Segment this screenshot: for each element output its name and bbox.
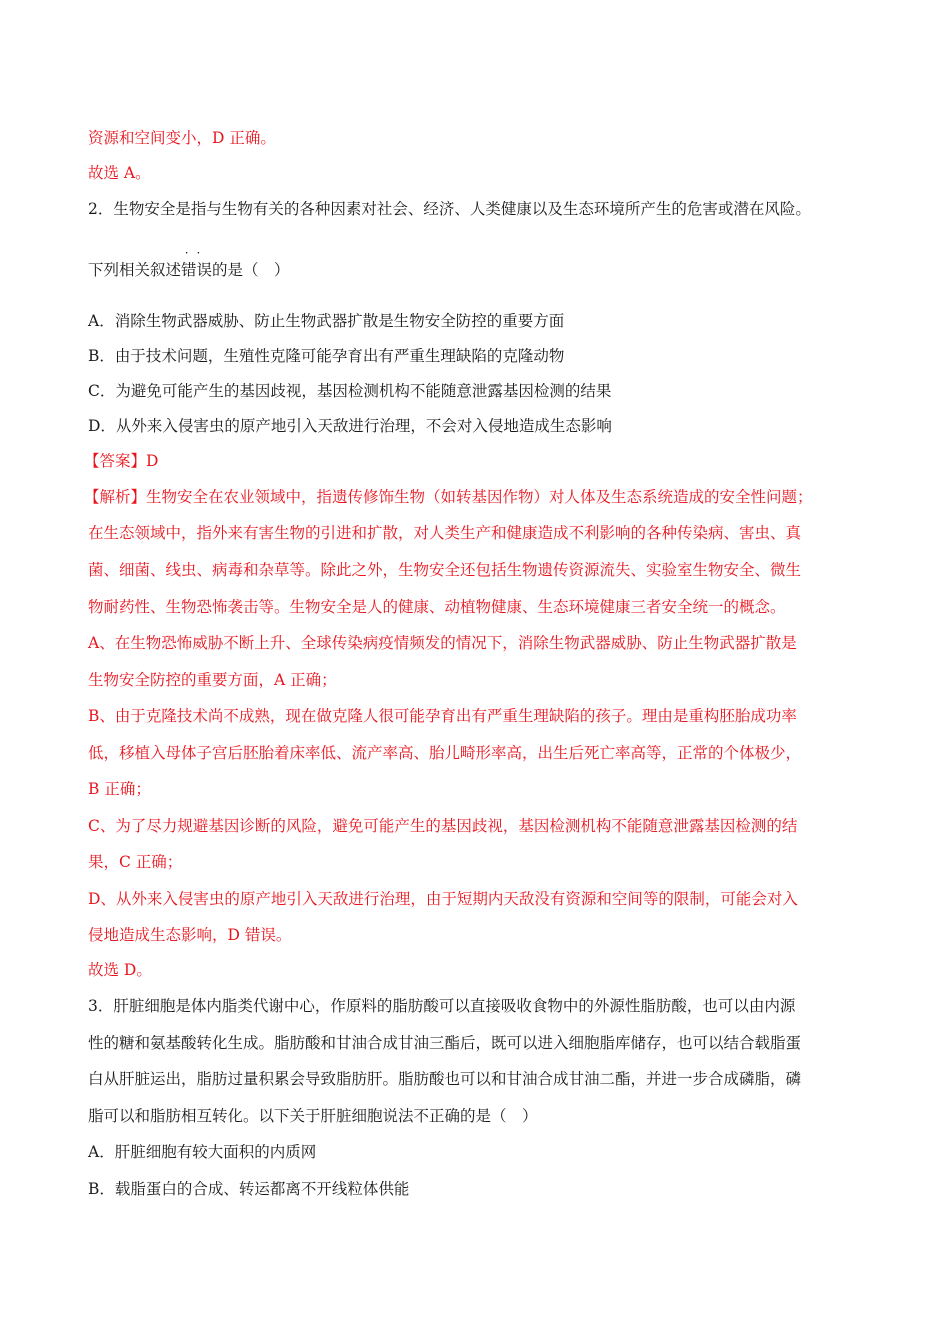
q2-stem-suffix: 的是（ ） (212, 261, 290, 279)
q2-analysis-line-4: 物耐药性、生物恐怖袭击等。生物安全是人的健康、动植物健康、生态环境健康三者安全统一的概念。 (88, 598, 786, 616)
q2-analysis-line-12: D、从外来入侵害虫的原产地引入天敌进行治理，由于短期内天敌没有资源和空间等的限制，可能会对入 (88, 890, 798, 908)
q2-analysis-line-1 (84, 487, 813, 507)
emphasis-dots: ·· (184, 246, 209, 260)
q2-option-a: A．消除生物武器威胁、防止生物武器扩散是生物安全防控的重要方面 (88, 312, 565, 330)
q2-analysis-line-11: 果，C 正确； (88, 853, 183, 871)
q2-option-b: B．由于技术问题，生殖性克隆可能孕育出有严重生理缺陷的克隆动物 (88, 347, 565, 365)
q2-analysis-line-8: 低，移植入母体子宫后胚胎着床率低、流产率高、胎儿畸形率高，出生后死亡率高等，正常的个体极少， (88, 744, 802, 762)
q2-analysis-line-5: A、在生物恐怖威胁不断上升、全球传染病疫情频发的情况下，消除生物武器威胁、防止生物武器扩散是 (88, 634, 797, 652)
q3-option-a: A．肝脏细胞有较大面积的内质网 (88, 1143, 317, 1161)
q2-option-d: D．从外来入侵害虫的原产地引入天敌进行治理，不会对入侵地造成生态影响 (88, 417, 612, 435)
q3-stem-line-3: 白从肝脏运出，脂肪过量积累会导致脂肪肝。脂肪酸也可以和甘油合成甘油二酯，并进一步合成磷脂，磷 (88, 1070, 802, 1088)
q2-analysis-line-2: 在生态领域中，指外来有害生物的引进和扩散，对人类生产和健康造成不利影响的各种传染病、害虫、真 (88, 524, 802, 542)
q2-analysis-line-10: C、为了尽力规避基因诊断的风险，避免可能产生的基因歧视，基因检测机构不能随意泄露基因检测的结 (88, 817, 798, 835)
prev-answer-conclusion: 故选 A。 (88, 164, 151, 182)
q2-analysis-line-3: 菌、细菌、线虫、病毒和杂草等。除此之外，生物安全还包括生物遗传资源流失、实验室生物安全、微生 (88, 561, 802, 579)
prev-answer-tail: 资源和空间变小，D 正确。 (88, 129, 276, 147)
q3-option-b: B．载脂蛋白的合成、转运都离不开线粒体供能 (88, 1180, 410, 1198)
q2-analysis-label: 【解析】 (84, 488, 147, 506)
q2-answer: 【答案】D (84, 452, 159, 470)
q2-option-c: C．为避免可能产生的基因歧视，基因检测机构不能随意泄露基因检测的结果 (88, 382, 612, 400)
q2-stem-prefix: 下列相关叙述 (88, 261, 182, 279)
q2-analysis-line-7: B、由于克隆技术尚不成熟，现在做克隆人很可能孕育出有严重生理缺陷的孩子。理由是重构胚胎成功率 (88, 707, 797, 725)
q2-stem-line-1: 2．生物安全是指与生物有关的各种因素对社会、经济、人类健康以及生态环境所产生的危害或潜在风险。 (88, 200, 811, 218)
q2-analysis-line-9: B 正确； (88, 780, 151, 798)
q3-stem-line-4: 脂可以和脂肪相互转化。以下关于肝脏细胞说法不正确的是（ ） (88, 1107, 538, 1125)
q2-stem-line-2 (88, 246, 290, 280)
q2-emphasis-text: 错误 (181, 261, 213, 279)
q2-analysis-text: 生物安全在农业领域中，指遗传修饰生物（如转基因作物）对人体及生态系统造成的安全性问题； (146, 488, 813, 506)
q2-analysis-line-6: 生物安全防控的重要方面，A 正确； (88, 671, 337, 689)
q3-stem-line-1: 3．肝脏细胞是体内脂类代谢中心，作原料的脂肪酸可以直接吸收食物中的外源性脂肪酸，也可以由内源 (88, 997, 796, 1015)
q2-conclusion: 故选 D。 (88, 961, 152, 979)
q3-stem-line-2: 性的糖和氨基酸转化生成。脂肪酸和甘油合成甘油三酯后，既可以进入细胞脂库储存，也可以结合载脂蛋 (88, 1034, 802, 1052)
q2-emphasis-word (181, 246, 213, 280)
q2-analysis-line-13: 侵地造成生态影响，D 错误。 (88, 926, 292, 944)
